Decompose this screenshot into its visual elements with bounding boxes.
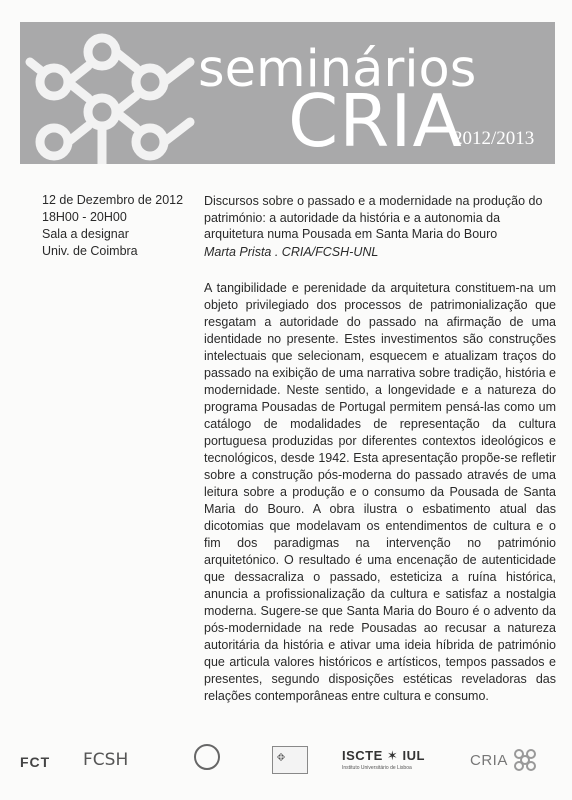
cross-emblem-icon <box>272 746 308 774</box>
universidade-coimbra-logo <box>272 746 308 774</box>
iscte-iul-logo <box>342 748 425 771</box>
event-meta <box>42 192 192 260</box>
event-date: 12 de Dezembro de 2012 <box>42 193 184 207</box>
cria-knot-small-icon <box>511 746 539 774</box>
iul-wordmark: IUL <box>402 748 425 763</box>
talk-speaker: Marta Prista . CRIA/FCSH-UNL <box>204 244 379 259</box>
sponsor-logos <box>0 730 572 800</box>
talk-abstract: A tangibilidade e perenidade da arquitetura constituem-na um objeto privilegiado dos processos de patrimonialização que resgatam a autoridade do passado na afirmação de uma identidade no presente. Estes investimentos são construções intelectuais que selecionam, esquecem e atualizam traços do passado na exibição de uma narrativa sobre tradição, história e modernidade. Neste sentido, a longevidade e a natureza do programa Pousadas de Portugal permitem pensá-las como um catálogo de modalidades de representação da cultura portuguesa produzidas por diferentes contextos ideológicos e tecnológicos, desde 1942. Esta apresentação propõe-se refletir sobre a construção pós-moderna do passado através de uma leitura sobre a produção e o consumo da Pousada de Santa Maria do Bouro. A obra ilustra o esbatimento atual das dicotomias que modelavam os entendimentos de cultura e o fim dos paradigmas na intervenção no património arquitetónico. O resultado é uma encenação de autenticidade que dessacraliza o passado, esteticiza a ruína histórica, anuncia a profissionalização da cultura e satisfaz a nostalgia moderna. Sugere-se que Santa Maria do Bouro é o advento da pós-modernidade na rede Pousadas ao recusar a natureza autoritária da história e ativar uma ideia híbrida de património que articula valores históricos e artísticos, tempos passados e presentes, segundo disposições estéticas reveladoras das relações contemporâneas entre cultura e consumo. <box>204 281 556 703</box>
fct-logo: FCT <box>20 754 51 770</box>
talk-title: Discursos sobre o passado e a modernidade na produção do património: a autoridade da história e a autonomia da arquitetura numa Pousada em Santa Maria do Bouro <box>204 194 543 241</box>
event-place: Univ. de Coimbra <box>42 244 138 258</box>
header-title-cria: CRIA <box>288 79 463 163</box>
cria-footer-logo <box>470 746 539 774</box>
header-title-seminarios: seminários <box>198 40 477 99</box>
university-seal-icon <box>194 744 220 770</box>
cria-wordmark: CRIA <box>470 751 508 769</box>
header-year: 2012/2013 <box>453 128 535 149</box>
event-time: 18H00 - 20H00 <box>42 210 127 224</box>
talk-header <box>204 193 556 260</box>
universidade-nova-logo <box>172 744 242 770</box>
fcsh-logo <box>83 750 128 770</box>
iscte-sun-icon: ✶ <box>386 748 399 763</box>
event-room: Sala a designar <box>42 227 129 241</box>
iscte-caption: Instituto Universitário de Lisboa <box>342 765 412 771</box>
cria-knot-logo <box>20 22 198 164</box>
fcsh-logo-mark: FCSH <box>83 750 129 770</box>
header-banner <box>20 22 555 164</box>
iscte-wordmark: ISCTE <box>342 748 383 763</box>
